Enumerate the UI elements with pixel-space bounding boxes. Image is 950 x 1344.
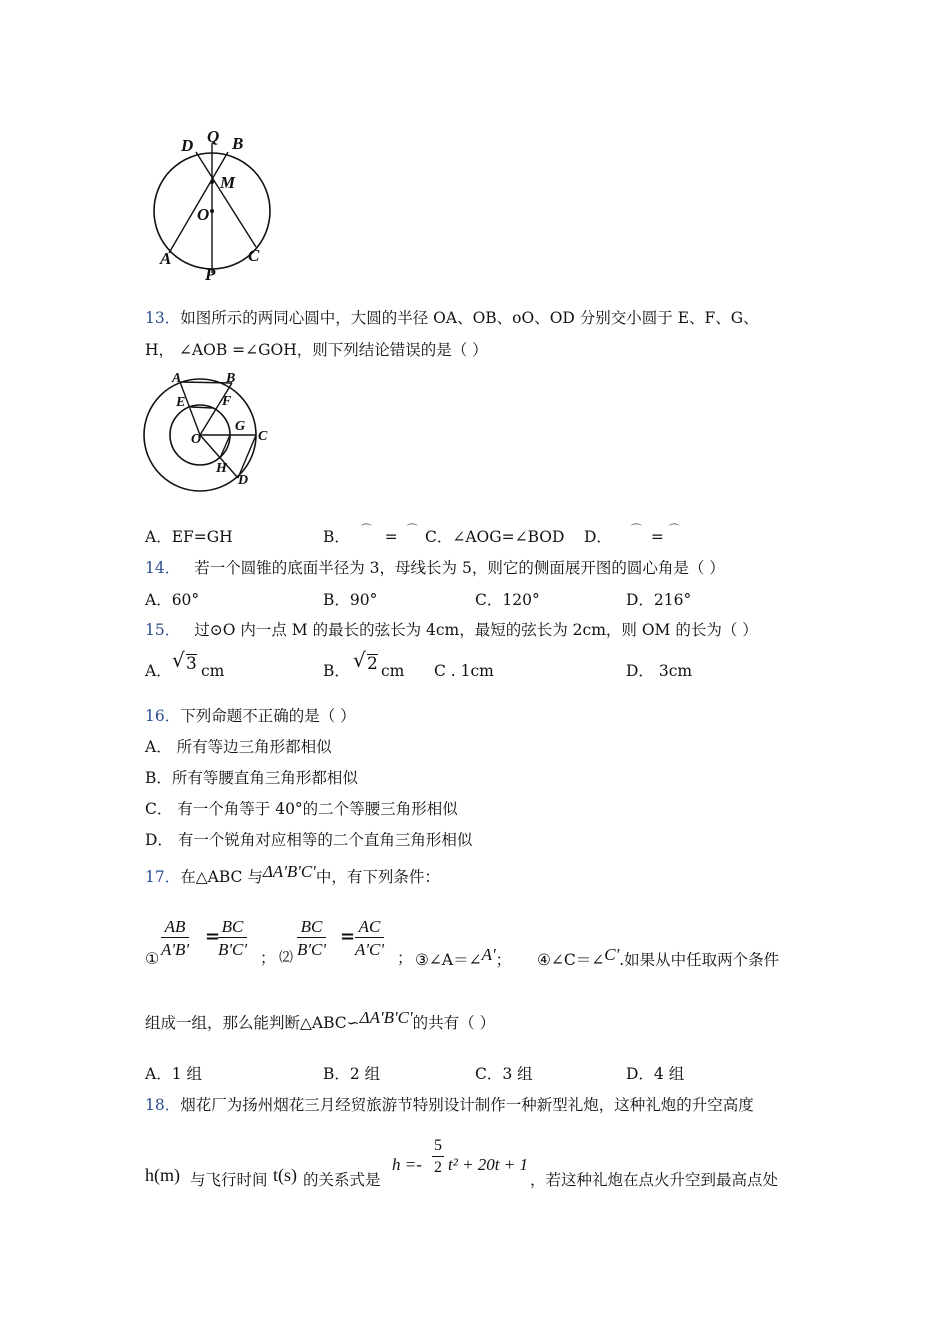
- equals-sign: =: [340, 926, 356, 947]
- label-G: G: [235, 419, 246, 434]
- question-text: 烟花厂为扬州烟花三月经贸旅游节特别设计制作一种新型礼炮，这种礼炮的升空高度: [180, 1096, 754, 1114]
- equals-sign: =: [205, 926, 221, 947]
- fraction-denominator: A'C': [355, 940, 384, 959]
- q13-option-a: A．EF=GH: [145, 528, 233, 546]
- fraction-denominator: B'C': [218, 940, 247, 959]
- label-H: H: [216, 461, 227, 476]
- label-O: O: [191, 432, 202, 447]
- label-Q: Q: [207, 127, 220, 146]
- question-text: 下列命题不正确的是（ ）: [180, 707, 356, 725]
- sqrt-icon: √: [172, 648, 185, 672]
- q17-option-b: B．2 组: [323, 1065, 381, 1083]
- q17-option-c: C．3 组: [475, 1065, 533, 1083]
- label-P: P: [205, 265, 216, 284]
- q17-option-d: D．4 组: [626, 1065, 685, 1083]
- label-D: D: [238, 473, 249, 488]
- condition-text: .如果从中任取两个条件: [619, 951, 780, 969]
- q13-option-b: [323, 523, 418, 546]
- option-label: D．: [584, 528, 612, 546]
- label-B: B: [232, 134, 244, 153]
- q13-option-c: C．∠AOG=∠BOD: [425, 528, 565, 546]
- question-text: 中，有下列条件：: [315, 868, 440, 886]
- q17-option-a: A．1 组: [145, 1065, 202, 1083]
- question-text: H， ∠AOB =∠GOH，则下列结论错误的是（ ）: [145, 341, 488, 359]
- label-M: M: [220, 173, 236, 192]
- height-symbol: h(m): [145, 1165, 180, 1185]
- question-number: 15．: [145, 621, 181, 639]
- question-text: ，若这种礼炮在点火升空到最高点处: [530, 1171, 779, 1189]
- separator: ；: [397, 949, 413, 967]
- unit: cm: [381, 662, 405, 680]
- fraction-bc: [218, 918, 247, 958]
- condition-text: ③∠A＝∠: [415, 951, 482, 969]
- fraction-numerator: AB: [161, 918, 189, 938]
- fraction-bc-2: [297, 918, 326, 958]
- option-label: B．: [323, 662, 350, 680]
- q14-option-c: C．120°: [475, 591, 540, 609]
- question-17: [145, 862, 440, 886]
- angle-symbol: C': [604, 945, 620, 964]
- arc-symbol: ⌒: [630, 523, 642, 536]
- q15-option-b: [323, 664, 350, 680]
- fraction-ac: [355, 918, 384, 958]
- q14-option-a: A．60°: [145, 591, 200, 609]
- sqrt-icon: √: [353, 648, 366, 672]
- question-13-line1: [145, 311, 759, 327]
- label-F: F: [222, 394, 232, 409]
- arc-symbol: ⌒: [668, 523, 680, 536]
- separator: ；: [260, 949, 276, 967]
- condition-1-marker: ①: [145, 949, 160, 968]
- question-number: 16．: [145, 707, 181, 725]
- question-text: 在△ABC 与: [180, 868, 263, 886]
- question-14: [145, 561, 725, 577]
- triangle-symbol: ΔA'B'C': [262, 862, 316, 881]
- question-16: [145, 709, 356, 725]
- q16-option-a: A． 所有等边三角形都相似: [145, 738, 332, 756]
- question-text: 过⊙O 内一点 M 的最长的弦长为 4cm，最短的弦长为 2cm，则 OM 的长为（ ）: [194, 621, 758, 639]
- fraction-ab: [161, 918, 189, 958]
- condition-3: [415, 945, 512, 969]
- label-C: C: [248, 246, 260, 265]
- equals-sign: =: [384, 528, 398, 546]
- q16-option-b: B．所有等腰直角三角形都相似: [145, 769, 358, 787]
- label-C: C: [258, 429, 268, 444]
- fraction-denominator: A'B': [161, 940, 190, 959]
- label-O: O: [197, 205, 210, 224]
- fraction-numerator: BC: [297, 918, 326, 938]
- equals-sign: =: [650, 528, 664, 546]
- label-B: B: [226, 371, 236, 386]
- question-number: 18．: [145, 1096, 181, 1114]
- question-text: 组成一组，那么能判断△ABC∽: [145, 1014, 360, 1032]
- time-symbol: t(s): [273, 1165, 297, 1185]
- label-D: D: [181, 136, 194, 155]
- question-text: 若一个圆锥的底面半径为 3，母线长为 5，则它的侧面展开图的圆心角是（ ）: [194, 559, 725, 577]
- question-text: 的关系式是: [303, 1171, 381, 1189]
- question-text: 的共有（ ）: [412, 1014, 496, 1032]
- label-A: A: [172, 371, 182, 386]
- formula-lhs: h =-: [392, 1155, 422, 1174]
- fraction-numerator: BC: [218, 918, 247, 938]
- question-13-line2: [145, 343, 488, 359]
- question-text: 与飞行时间: [190, 1171, 268, 1189]
- q15-option-c: C . 1cm: [434, 662, 494, 680]
- question-number: 17．: [145, 868, 181, 886]
- q14-option-b: B．90°: [323, 591, 378, 609]
- label-A: A: [160, 249, 172, 268]
- condition-2-marker: ⑵: [279, 950, 293, 966]
- fraction-denominator: B'C': [297, 940, 326, 959]
- condition-text: ④∠C＝∠: [537, 951, 605, 969]
- formula-rhs: t² + 20t + 1: [448, 1155, 528, 1174]
- radicand: 3: [186, 654, 197, 674]
- unit: cm: [201, 662, 225, 680]
- triangle-symbol: ΔA'B'C': [359, 1008, 413, 1027]
- question-15: [145, 623, 758, 639]
- q15-option-d: D． 3cm: [626, 662, 693, 680]
- arc-symbol: ⌒: [406, 523, 418, 536]
- separator: ；: [495, 951, 512, 969]
- formula-fraction: [432, 1138, 444, 1176]
- question-17-line3: [145, 1008, 496, 1032]
- q16-option-d: D． 有一个锐角对应相等的二个直角三角形相似: [145, 831, 473, 849]
- condition-4: [537, 945, 780, 969]
- option-label: B．: [323, 528, 350, 546]
- label-E: E: [176, 395, 186, 410]
- q13-option-d: [584, 523, 680, 546]
- option-label: A．: [145, 662, 172, 680]
- radicand: 2: [367, 654, 378, 674]
- question-number: 13．: [145, 309, 181, 327]
- fraction-denominator: 2: [434, 1159, 442, 1176]
- question-18: [145, 1098, 754, 1114]
- fraction-numerator: AC: [355, 918, 384, 938]
- question-text: 如图所示的两同心圆中，大圆的半径 OA、OB、oO、OD 分别交小圆于 E、F、G、: [180, 309, 759, 327]
- fraction-numerator: 5: [432, 1138, 444, 1157]
- q14-option-d: D．216°: [626, 591, 692, 609]
- question-number: 14．: [145, 559, 181, 577]
- angle-symbol: A': [481, 945, 496, 964]
- arc-symbol: ⌒: [360, 523, 372, 536]
- q15-option-a: [145, 664, 172, 680]
- q16-option-c: C． 有一个角等于 40°的二个等腰三角形相似: [145, 800, 458, 818]
